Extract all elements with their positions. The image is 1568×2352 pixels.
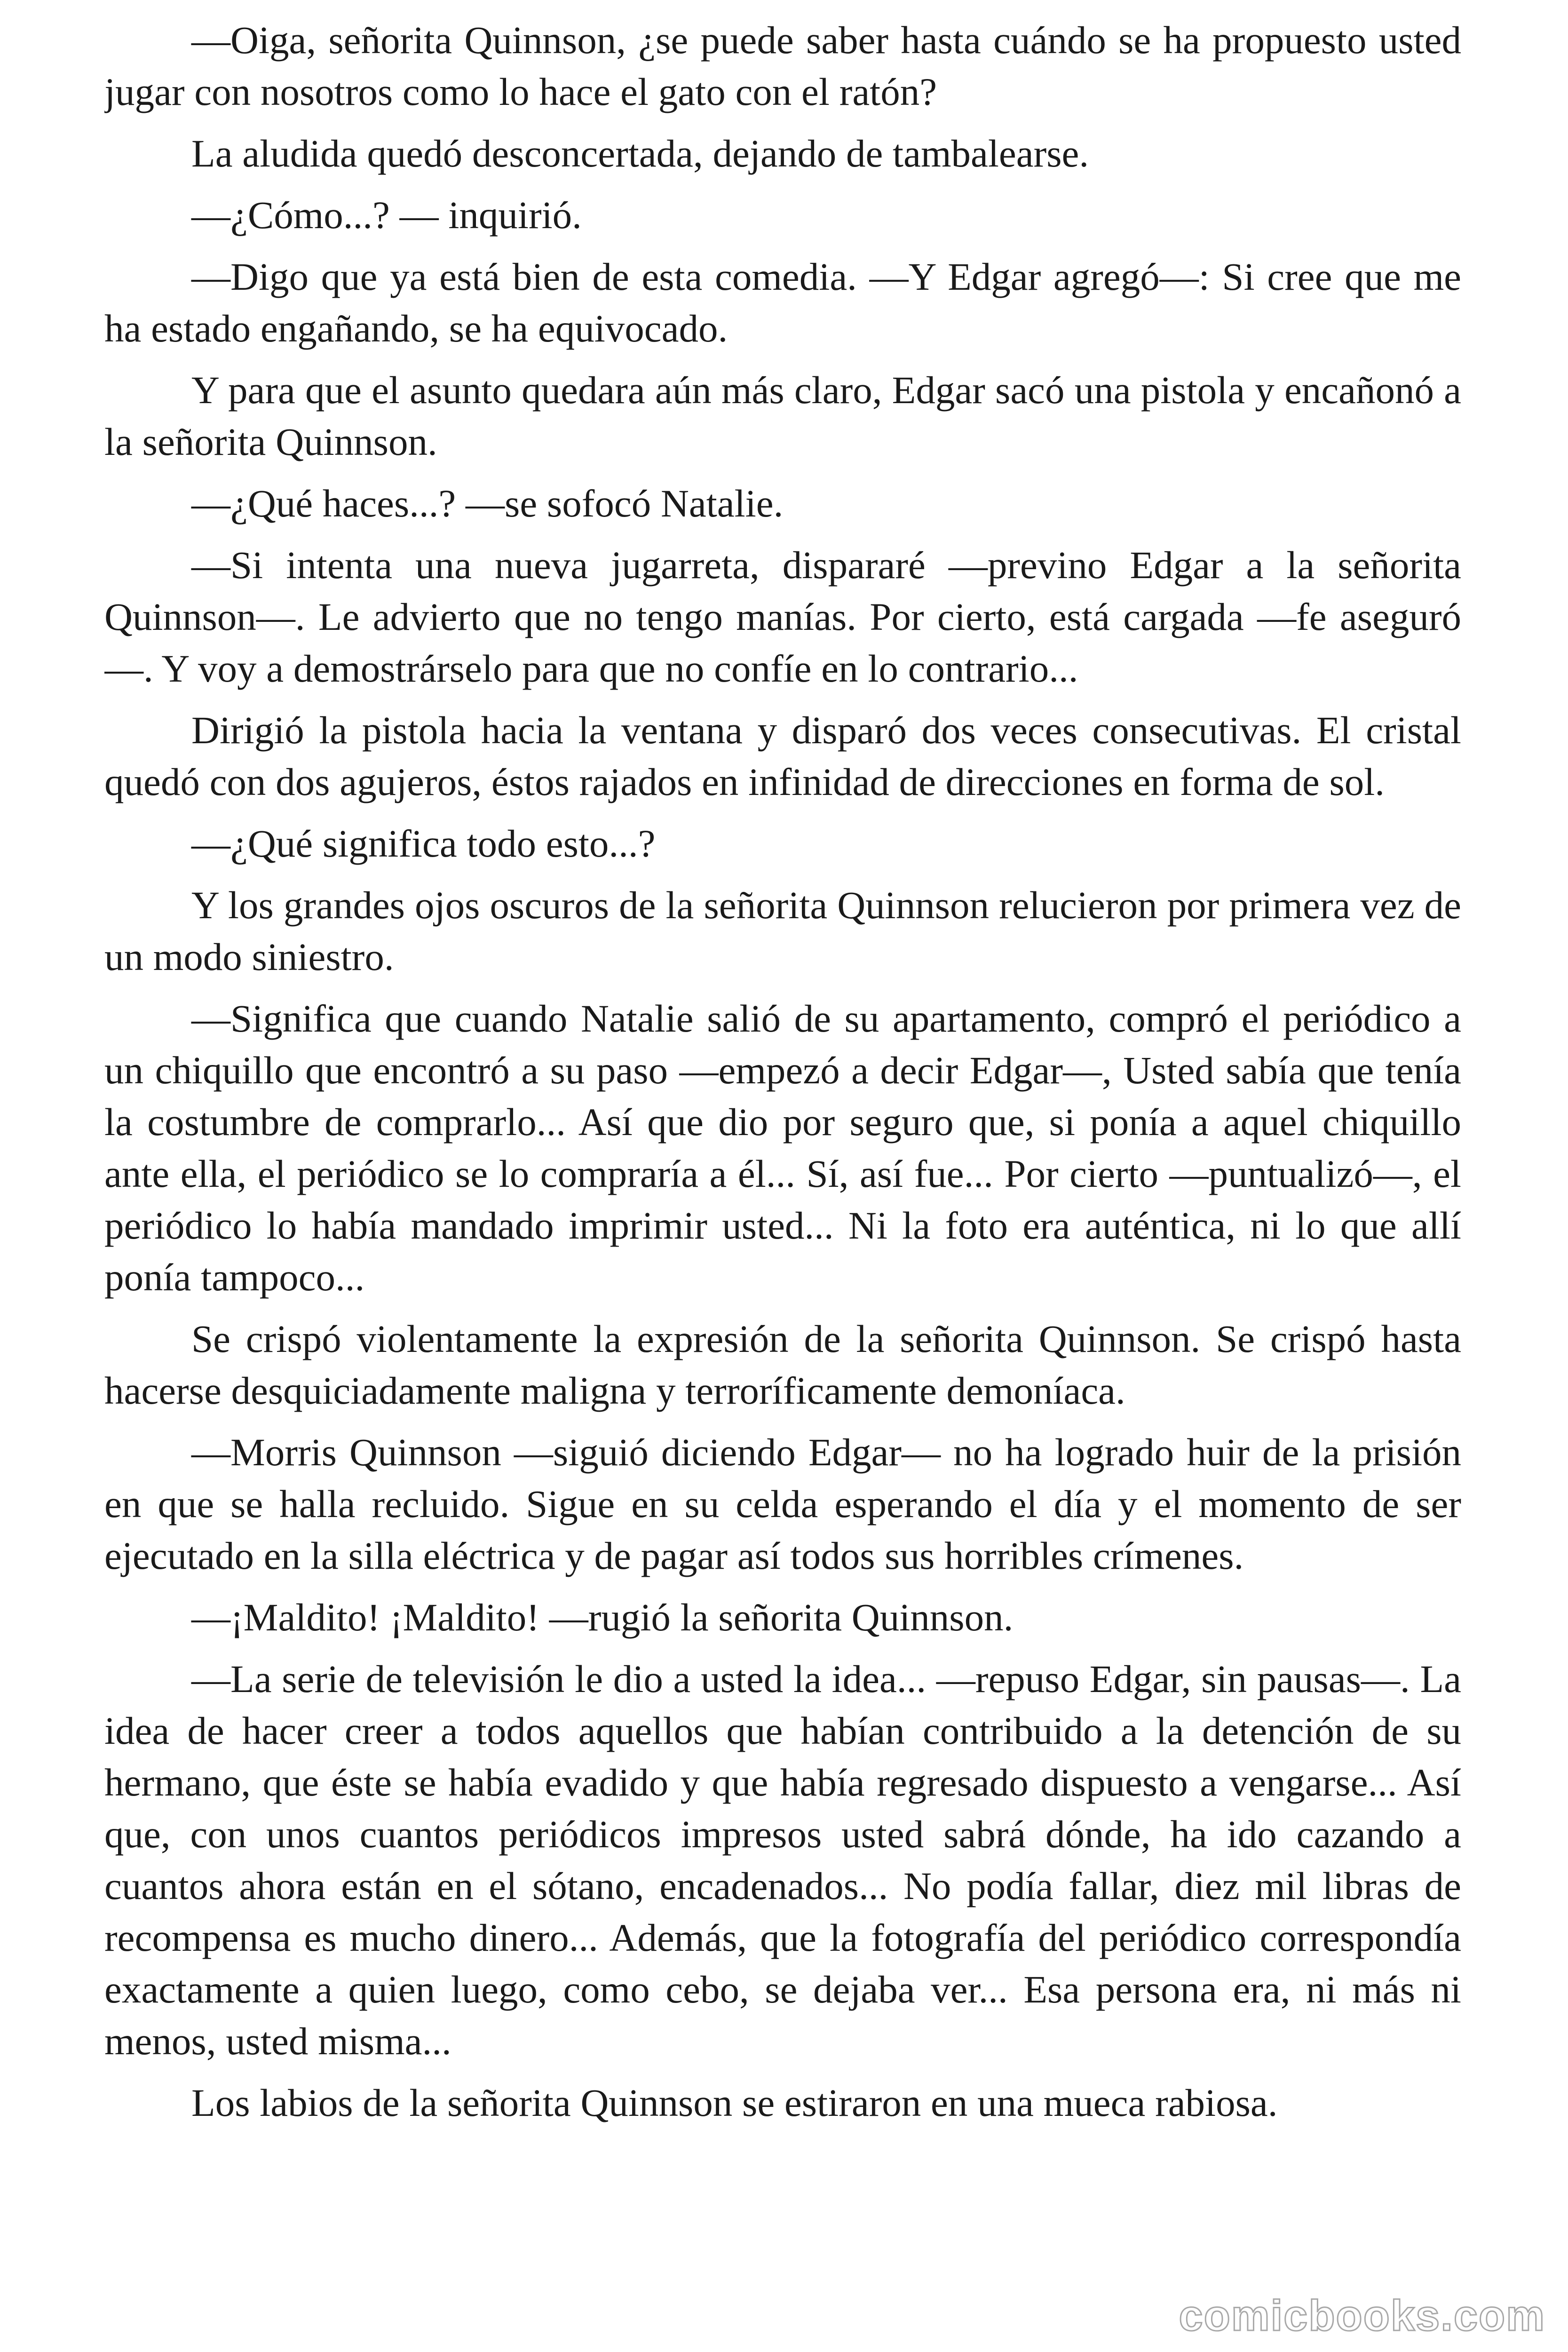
paragraph: Se crispó violentamente la expresión de la señorita Quinnson. Se crispó hasta hacerse desquiciadamente maligna y terroríficamente demoníaca. [104, 1317, 1461, 1412]
paragraph: —¿Cómo...? — inquirió. [191, 193, 582, 237]
paragraph: —Significa que cuando Natalie salió de su apartamento, compró el periódico a un chiquillo que encontró a su paso —empezó a decir Edgar—, Usted sabía que tenía la costumbre de comprarlo... Así que dio por seguro que, si ponía a aquel chiquillo ante ella, el periódico se lo compraría a él... Sí, así fue... Por cierto —puntualizó—, el periódico lo había mandado imprimir usted... Ni la foto era auténtica, ni lo que allí ponía tampoco... [104, 997, 1461, 1299]
watermark: comicbooks.com [1179, 2292, 1545, 2340]
paragraph: —Morris Quinnson —siguió diciendo Edgar— no ha logrado huir de la prisión en que se halla recluido. Sigue en su celda esperando el día y el momento de ser ejecutado en la silla eléctrica y de pagar así todos sus horribles crímenes. [104, 1430, 1461, 1577]
paragraph: —Si intenta una nueva jugarreta, dispararé —previno Edgar a la señorita Quinnson—. Le advierto que no tengo manías. Por cierto, está cargada —fe aseguró—. Y voy a demostrárselo para que no confíe en lo contrario... [104, 543, 1461, 690]
paragraph: —¿Qué significa todo esto...? [191, 822, 656, 865]
paragraph: Y los grandes ojos oscuros de la señorita Quinnson relucieron por primera vez de un modo siniestro. [104, 883, 1461, 978]
paragraph: —La serie de televisión le dio a usted la idea... —repuso Edgar, sin pausas—. La idea de hacer creer a todos aquellos que habían contribuido a la detención de su hermano, que éste se había evadido y que había regresado dispuesto a vengarse... Así que, con unos cuantos periódicos impresos usted sabrá dónde, ha ido cazando a cuantos ahora están en el sótano, encadenados... No podía fallar, diez mil libras de recompensa es mucho dinero... Además, que la fotografía del periódico correspondía exactamente a quien luego, como cebo, se dejaba ver... Esa persona era, ni más ni menos, usted misma... [104, 1657, 1461, 2063]
paragraph: —Digo que ya está bien de esta comedia. —Y Edgar agregó—: Si cree que me ha estado engañando, se ha equivocado. [104, 255, 1461, 350]
document-page [104, 14, 1461, 2347]
paragraph: Dirigió la pistola hacia la ventana y disparó dos veces consecutivas. El cristal quedó con dos agujeros, éstos rajados en infinidad de direcciones en forma de sol. [104, 708, 1461, 803]
paragraph: —Oiga, señorita Quinnson, ¿se puede saber hasta cuándo se ha propuesto usted jugar con nosotros como lo hace el gato con el ratón? [104, 18, 1461, 113]
paragraph: Y para que el asunto quedara aún más claro, Edgar sacó una pistola y encañonó a la señorita Quinnson. [104, 368, 1461, 463]
paragraph: —¡Maldito! ¡Maldito! —rugió la señorita Quinnson. [191, 1596, 1014, 1639]
paragraph: Los labios de la señorita Quinnson se estiraron en una mueca rabiosa. [191, 2081, 1278, 2124]
paragraph: La aludida quedó desconcertada, dejando de tambalearse. [191, 132, 1089, 175]
paragraph: —¿Qué haces...? —se sofocó Natalie. [191, 482, 784, 525]
